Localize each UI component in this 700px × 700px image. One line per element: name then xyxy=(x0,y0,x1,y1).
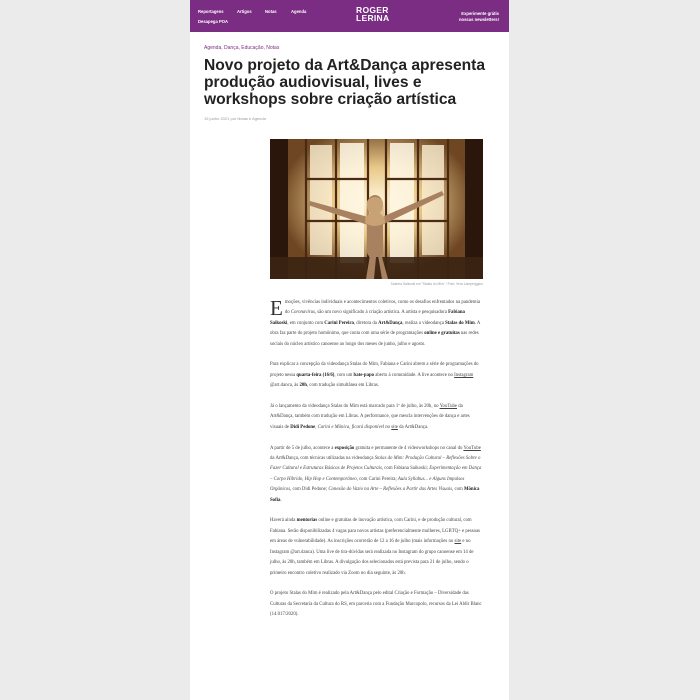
nav-item-reportagens[interactable]: Reportagens xyxy=(198,9,224,14)
article-page xyxy=(190,0,509,700)
text: Já o lançamento da videodança Stalas do Mim está marcado para 1º de julho, às 20h, no xyxy=(270,404,440,410)
text-bold: quarta-feira (16/6) xyxy=(296,372,335,378)
nav-item-artigos[interactable]: Artigos xyxy=(237,9,252,14)
text: , com Fabiana Saikoski; xyxy=(381,466,430,472)
text: , com xyxy=(452,487,464,493)
text: Para explicar a concepção da videodança Stalas do Mim, Fabiana e Carini abrem a série de programações do projeto nessa xyxy=(270,362,479,378)
paragraph-6 xyxy=(270,589,483,620)
text: , com um xyxy=(334,372,354,378)
text: A partir de 5 de julho, acontece a xyxy=(270,445,335,451)
article-body xyxy=(270,298,483,631)
text-bold: exposição xyxy=(334,445,355,451)
article-meta: 15 junho 2021 por Notas e Agenda xyxy=(204,116,266,121)
article-photo xyxy=(270,139,483,279)
drop-cap: E xyxy=(270,296,283,320)
paragraph-1 xyxy=(270,298,483,350)
youtube-link[interactable]: YouTube xyxy=(439,404,458,410)
instagram-link[interactable]: Instagram xyxy=(454,372,474,378)
text: @art.danca, às xyxy=(270,383,300,389)
text: , realiza a videodança xyxy=(402,320,446,326)
text-bold: online e gratuitas xyxy=(424,331,460,337)
text: , com Carini Pereira; xyxy=(356,476,398,482)
text: da Art&Dança. xyxy=(397,424,429,430)
site-link[interactable]: site xyxy=(391,424,398,430)
text: nas redes sociais do núcleo artístico canoense ao longo dos meses de junho, julho e agosto. xyxy=(270,331,479,347)
text: online e gratuitas de inovação artística, com Carini, e de produção cultural, com Fabiana. Serão disponibilizadas 4 vagas para novos artistas (preferencialmente mulheres, LGBTQ+ e pessoas em áreas de vulnerabilidade). As inscrições ocorrerão de 12 a 16 de julho (mais informações no xyxy=(270,518,480,545)
promo-line-2: nossas newsletters! xyxy=(458,16,499,22)
nav-item-desapega-poa[interactable]: Desapega POA xyxy=(198,19,229,24)
text-bold: mentorias xyxy=(296,518,318,524)
text-italic: Coronavírus xyxy=(290,310,315,316)
article-categories[interactable]: Agenda, Dança, Educação, Notas xyxy=(204,45,280,51)
newsletter-promo-link[interactable] xyxy=(459,11,499,22)
text: aberto à comunidade. A live acontece no xyxy=(374,372,455,378)
text: , com tradução simultânea em Libras. xyxy=(306,383,379,389)
nav-item-agenda[interactable]: Agenda xyxy=(291,9,307,14)
text: . xyxy=(280,497,282,503)
site-logo[interactable] xyxy=(356,6,389,22)
text-bold: Carini Pereira xyxy=(324,320,354,326)
promo-line-1: Experimente grátis xyxy=(461,11,499,16)
text: , diretora da xyxy=(353,320,379,326)
text: e no Instagram @art.danca). Uma live de tira-dúvidas será realizada no Instagram do grupo canoense em 14 de julho, às 20h, também em Libras. A divulgação dos selecionados está prevista para 21 de julho, sendo o primeiro encontro coletivo realizado via Zoom no dia seguinte, às 20h. xyxy=(270,539,474,576)
logo-line-2: LERINA xyxy=(356,13,390,23)
youtube-link[interactable]: YouTube xyxy=(463,445,481,451)
text: . A obra faz parte do projeto homônimo, que conta com uma série de programações xyxy=(270,320,481,337)
photo-caption: Sabrina Saikoski em "Stalas do Mim" / Foto: Vera Lamperggino xyxy=(390,282,483,286)
text-italic: Conexão do Vazio na Arte – Reflexões a Partir das Artes Visuais xyxy=(328,487,453,493)
text-bold: Fabiana Saikoski xyxy=(270,310,465,326)
text: Haverá ainda xyxy=(270,518,297,524)
text-bold: 20h xyxy=(299,383,307,389)
text-bold: Mônica Sofia xyxy=(270,487,480,503)
text: moções, vivências individuais e acontecimentos coletivos, como os desafios enfrentados na pandemia do xyxy=(284,300,480,316)
nav-item-notas[interactable]: Notas xyxy=(265,9,277,14)
paragraph-2 xyxy=(270,360,483,391)
text: , são um novo significado à criação artística. A artista e pesquisadora xyxy=(314,310,449,316)
text-bold: Stalas do Mim xyxy=(445,320,475,326)
text: da Art&Dança, também com tradução em Libras. A performance, que mescla intervenções de dança e artes visuais de xyxy=(270,404,470,430)
text-bold: Didi Pedone xyxy=(290,424,316,430)
text: , em conjunto com xyxy=(287,320,325,326)
text-italic: Stalas do Mim: Produção Cultural – Reflexões Sobre o Fazer Cultural e Estruturas Básicas de Projetos Culturais xyxy=(270,456,481,472)
paragraph-4 xyxy=(270,444,483,506)
logo-line-1: ROGER xyxy=(356,5,389,15)
article-title: Novo projeto da Art&Dança apresenta produção audiovisual, lives e workshops sobre criação artística xyxy=(204,57,486,108)
site-link[interactable]: site xyxy=(454,539,462,545)
text: gratuita e permanente de 4 videoworkshops no canal do xyxy=(354,445,464,451)
text: O projeto Stalas do Mim é realizado pela Art&Dança pelo edital Criação e Formação – Diversidade das Culturas da Secretaria da Cultura do RS, em parceria com a Fundação Marcopolo, recursos da Lei Aldir Blanc (14.017/2020). xyxy=(270,591,482,618)
text-italic: Aula Syllabus... e Alguns Impulsos Orgânicos xyxy=(270,476,465,493)
text-bold: Art&Dança xyxy=(378,320,403,326)
text-italic: Experimentação em Dança – Corpo Híbrido, Hip Hop e Contemporâneo xyxy=(270,466,482,482)
paragraph-5 xyxy=(270,516,483,578)
top-navigation-bar xyxy=(190,0,509,32)
text-bold: bate-papo xyxy=(353,372,375,378)
text: da Art&Dança, com técnicas utilizadas na videodança xyxy=(270,456,375,462)
text-italic: , Carini e Mônica, ficará disponível no xyxy=(315,424,392,430)
paragraph-3 xyxy=(270,402,483,433)
text: , com Didi Pedone; xyxy=(290,487,329,493)
